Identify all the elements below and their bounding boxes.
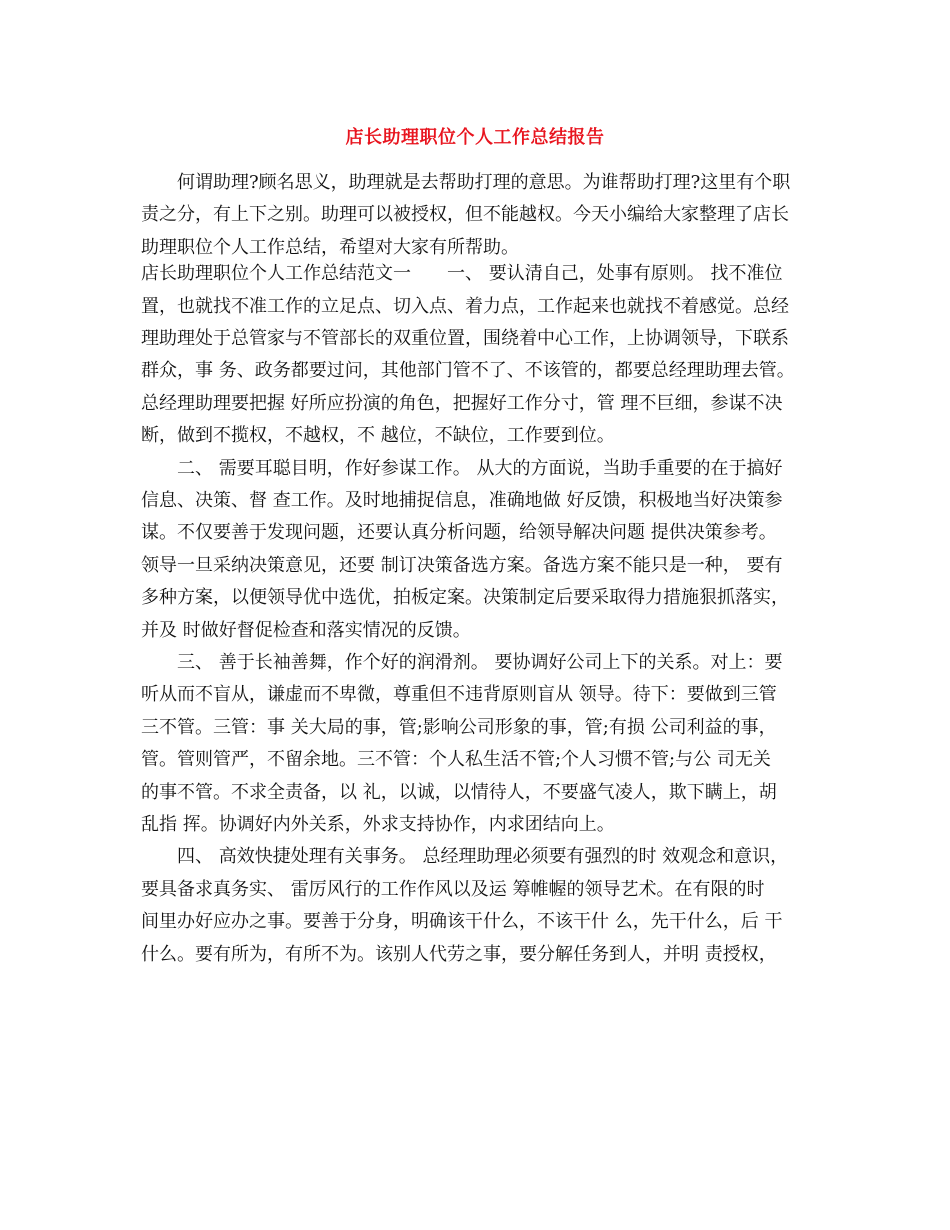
body-line: 三不管。三管：事 关大局的事，管;影响公司形象的事，管;有损 公司利益的事， bbox=[141, 717, 777, 738]
body-line: 信息、决策、督 查工作。及时地捕捉信息，准确地做 好反馈，积极地当好决策参 bbox=[141, 490, 783, 511]
body-line: 三、 善于长袖善舞，作个好的润滑剂。 要协调好公司上下的关系。对上：要 bbox=[141, 652, 783, 673]
body-line: 何谓助理?顾名思义，助理就是去帮助打理的意思。为谁帮助打理?这里有个职 bbox=[141, 172, 791, 193]
body-line: 多种方案，以便领导优中选优，拍板定案。决策制定后要采取得力措施狠抓落实， bbox=[141, 587, 789, 608]
body-line: 店长助理职位个人工作总结范文一 一、 要认清自己，处事有原则。 找不准位 bbox=[141, 263, 783, 284]
body-line: 什么。要有所为，有所不为。该别人代劳之事，要分解任务到人，并明 责授权， bbox=[141, 944, 777, 965]
body-line: 要具备求真务实、 雷厉风行的工作作风以及运 筹帷幄的领导艺术。在有限的时 bbox=[141, 879, 765, 900]
body-line: 二、 需要耳聪目明，作好参谋工作。 从大的方面说，当助手重要的在于搞好 bbox=[141, 458, 783, 479]
body-line: 乱指 挥。协调好内外关系，外求支持协作，内求团结向上。 bbox=[141, 814, 615, 835]
body-line: 理助理处于总管家与不管部长的双重位置，围绕着中心工作，上协调领导，下联系 bbox=[141, 328, 789, 349]
body-line: 听从而不盲从，谦虚而不卑微，尊重但不违背原则盲从 领导。待下：要做到三管 bbox=[141, 684, 777, 705]
body-line: 断，做到不揽权，不越权，不 越位，不缺位，工作要到位。 bbox=[141, 425, 615, 446]
body-line: 并及 时做好督促检查和落实情况的反馈。 bbox=[141, 620, 471, 641]
body-line: 领导一旦采纳决策意见，还要 制订决策备选方案。备选方案不能只是一种， 要有 bbox=[141, 555, 783, 576]
body-line: 总经理助理要把握 好所应扮演的角色，把握好工作分寸，管 理不巨细，参谋不决 bbox=[141, 393, 783, 414]
document-title: 店长助理职位个人工作总结报告 bbox=[345, 127, 605, 148]
body-line: 助理职位个人工作总结，希望对大家有所帮助。 bbox=[141, 237, 519, 258]
body-line: 管。管则管严，不留余地。三不管：个人私生活不管;个人习惯不管;与公 司无关 bbox=[141, 749, 771, 770]
body-line: 四、 高效快捷处理有关事务。 总经理助理必须要有强烈的时 效观念和意识， bbox=[141, 846, 789, 867]
body-line: 责之分，有上下之别。助理可以被授权，但不能越权。今天小编给大家整理了店长 bbox=[141, 204, 789, 225]
body-line: 置，也就找不准工作的立足点、切入点、着力点，工作起来也就找不着感觉。总经 bbox=[141, 296, 789, 317]
body-line: 的事不管。不求全责备，以 礼，以诚，以情待人，不要盛气凌人，欺下瞒上，胡 bbox=[141, 782, 777, 803]
body-line: 间里办好应办之事。要善于分身，明确该干什么，不该干什 么，先干什么，后 干 bbox=[141, 911, 783, 932]
body-line: 谋。不仅要善于发现问题，还要认真分析问题，给领导解决问题 提供决策参考。 bbox=[141, 522, 777, 543]
body-line: 群众，事 务、政务都要过问，其他部门管不了、不该管的，都要总经理助理去管。 bbox=[141, 360, 795, 381]
